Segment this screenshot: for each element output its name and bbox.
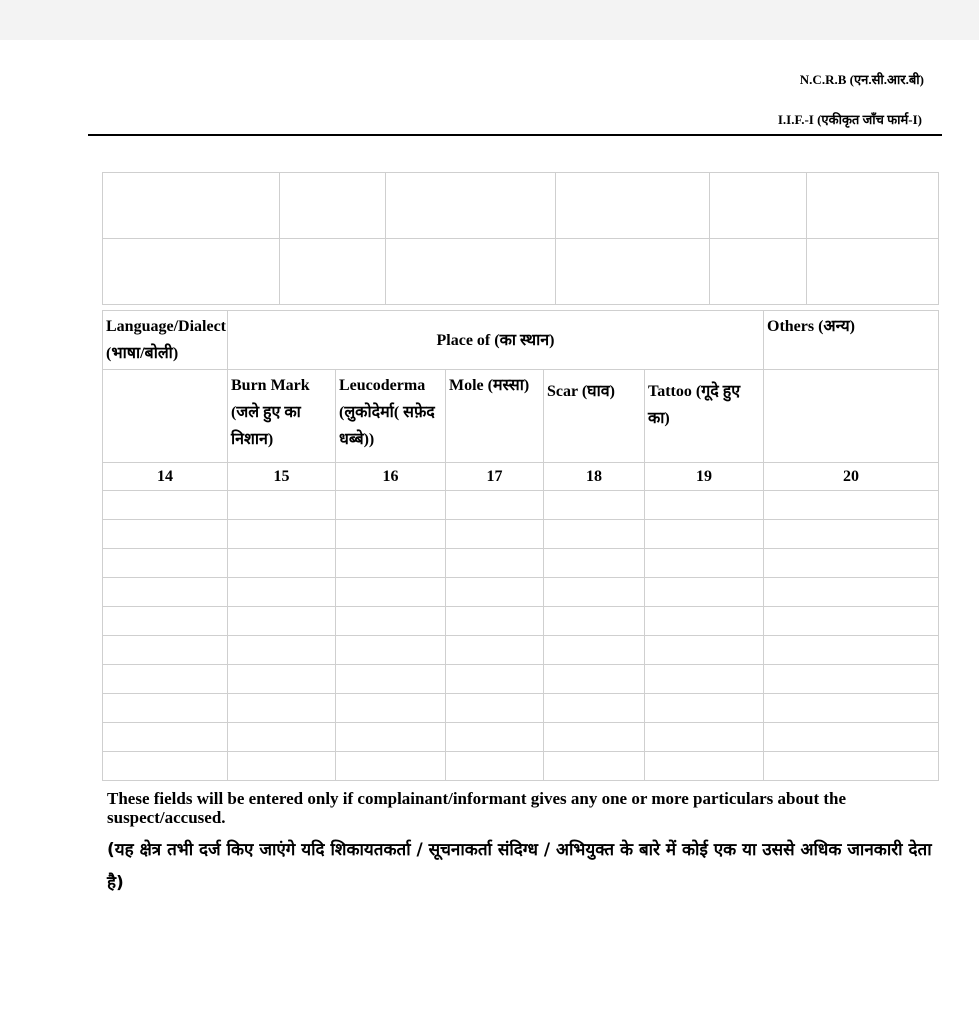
viewer-top-bar bbox=[0, 0, 979, 40]
entry-cell[interactable] bbox=[336, 607, 446, 636]
col-number: 20 bbox=[764, 463, 939, 491]
entry-cell[interactable] bbox=[544, 549, 645, 578]
subheader-row bbox=[103, 370, 939, 463]
entry-cell[interactable] bbox=[764, 694, 939, 723]
note-english: These fields will be entered only if complainant/informant gives any one or more particulars about the suspect/accused. bbox=[107, 789, 847, 827]
entry-cell[interactable] bbox=[645, 694, 764, 723]
entry-cell[interactable] bbox=[228, 694, 336, 723]
col-number: 17 bbox=[446, 463, 544, 491]
entry-cell[interactable] bbox=[336, 491, 446, 520]
entry-cell[interactable] bbox=[103, 636, 228, 665]
table-row bbox=[103, 239, 939, 305]
entry-cell[interactable] bbox=[446, 520, 544, 549]
entry-cell[interactable] bbox=[103, 607, 228, 636]
entry-cell[interactable] bbox=[336, 694, 446, 723]
burn-mark-header: Burn Mark (जले हुए का निशान) bbox=[228, 370, 336, 463]
header-divider bbox=[88, 134, 942, 136]
blank-cell[interactable] bbox=[386, 239, 556, 305]
blank-cell[interactable] bbox=[556, 173, 710, 239]
entry-cell[interactable] bbox=[228, 520, 336, 549]
entry-cell[interactable] bbox=[336, 752, 446, 781]
col-number: 19 bbox=[645, 463, 764, 491]
entry-cell[interactable] bbox=[645, 752, 764, 781]
leucoderma-header: Leucoderma (लुकोदेर्मा( सफ़ेद धब्बे)) bbox=[336, 370, 446, 463]
col-number: 15 bbox=[228, 463, 336, 491]
entry-cell[interactable] bbox=[336, 636, 446, 665]
entry-cell[interactable] bbox=[645, 723, 764, 752]
entry-cell[interactable] bbox=[228, 549, 336, 578]
entry-cell[interactable] bbox=[336, 520, 446, 549]
entry-cell[interactable] bbox=[336, 549, 446, 578]
column-number-row bbox=[103, 463, 939, 491]
entry-cell[interactable] bbox=[228, 636, 336, 665]
entry-cell[interactable] bbox=[103, 578, 228, 607]
entry-cell[interactable] bbox=[446, 491, 544, 520]
entry-cell[interactable] bbox=[645, 665, 764, 694]
blank-cell[interactable] bbox=[807, 173, 939, 239]
entry-cell[interactable] bbox=[336, 723, 446, 752]
entry-cell[interactable] bbox=[446, 549, 544, 578]
entry-cell[interactable] bbox=[544, 694, 645, 723]
col-number: 14 bbox=[103, 463, 228, 491]
language-header: Language/Dialect (भाषा/बोली) bbox=[103, 311, 228, 370]
entry-cell[interactable] bbox=[544, 636, 645, 665]
entry-cell[interactable] bbox=[446, 607, 544, 636]
entry-cell[interactable] bbox=[103, 549, 228, 578]
blank-cell bbox=[764, 370, 939, 463]
mole-header: Mole (मस्सा) bbox=[446, 370, 544, 463]
entry-cell[interactable] bbox=[764, 607, 939, 636]
entry-cell[interactable] bbox=[764, 723, 939, 752]
tattoo-header: Tattoo (गूदे हुए का) bbox=[645, 370, 764, 463]
entry-cell[interactable] bbox=[446, 694, 544, 723]
particulars-table bbox=[102, 310, 939, 781]
entry-cell[interactable] bbox=[228, 752, 336, 781]
blank-cell[interactable] bbox=[386, 173, 556, 239]
blank-cell[interactable] bbox=[807, 239, 939, 305]
entry-cell[interactable] bbox=[645, 636, 764, 665]
entry-cell[interactable] bbox=[764, 752, 939, 781]
entry-cell[interactable] bbox=[544, 520, 645, 549]
entry-cell[interactable] bbox=[446, 723, 544, 752]
entry-cell[interactable] bbox=[544, 491, 645, 520]
entry-cell[interactable] bbox=[228, 578, 336, 607]
col-number: 18 bbox=[544, 463, 645, 491]
entry-cell[interactable] bbox=[446, 665, 544, 694]
entry-cell[interactable] bbox=[228, 607, 336, 636]
blank-cell[interactable] bbox=[280, 239, 386, 305]
entry-cell[interactable] bbox=[103, 694, 228, 723]
table-row bbox=[103, 520, 939, 549]
blank-cell bbox=[103, 370, 228, 463]
entry-cell[interactable] bbox=[764, 549, 939, 578]
entry-cell[interactable] bbox=[228, 665, 336, 694]
place-header: Place of (का स्थान) bbox=[228, 311, 764, 370]
org-header: N.C.R.B (एन.सी.आर.बी) bbox=[799, 72, 924, 87]
entry-cell[interactable] bbox=[764, 578, 939, 607]
table-row bbox=[103, 694, 939, 723]
table-row bbox=[103, 723, 939, 752]
blank-cell[interactable] bbox=[103, 239, 280, 305]
table-row bbox=[103, 636, 939, 665]
blank-cell[interactable] bbox=[103, 173, 280, 239]
scar-header: Scar (घाव) bbox=[544, 370, 645, 463]
blank-cell[interactable] bbox=[280, 173, 386, 239]
blank-cell[interactable] bbox=[556, 239, 710, 305]
entry-cell[interactable] bbox=[446, 578, 544, 607]
entry-cell[interactable] bbox=[645, 520, 764, 549]
entry-cell[interactable] bbox=[645, 578, 764, 607]
entry-cell[interactable] bbox=[764, 520, 939, 549]
entry-cell[interactable] bbox=[336, 665, 446, 694]
entry-cell[interactable] bbox=[764, 491, 939, 520]
entry-cell[interactable] bbox=[103, 491, 228, 520]
col-number: 16 bbox=[336, 463, 446, 491]
entry-cell[interactable] bbox=[103, 520, 228, 549]
entry-cell[interactable] bbox=[228, 491, 336, 520]
blank-cell[interactable] bbox=[710, 173, 807, 239]
others-header: Others (अन्य) bbox=[764, 311, 939, 370]
table-row bbox=[103, 752, 939, 781]
table-row bbox=[103, 491, 939, 520]
entry-cell[interactable] bbox=[544, 723, 645, 752]
entry-cell[interactable] bbox=[103, 752, 228, 781]
form-header: I.I.F.-I (एकीकृत जाँच फार्म-I) bbox=[777, 112, 922, 127]
entry-cell[interactable] bbox=[103, 665, 228, 694]
entry-cell[interactable] bbox=[544, 607, 645, 636]
entry-cell[interactable] bbox=[336, 578, 446, 607]
entry-cell[interactable] bbox=[544, 578, 645, 607]
entry-cell[interactable] bbox=[446, 752, 544, 781]
table-row bbox=[103, 607, 939, 636]
entry-cell[interactable] bbox=[103, 723, 228, 752]
entry-cell[interactable] bbox=[544, 752, 645, 781]
entry-cell[interactable] bbox=[645, 607, 764, 636]
blank-cell[interactable] bbox=[710, 239, 807, 305]
table-row bbox=[103, 549, 939, 578]
entry-cell[interactable] bbox=[764, 665, 939, 694]
header-row bbox=[103, 311, 939, 370]
table-row bbox=[103, 578, 939, 607]
entry-cell[interactable] bbox=[764, 636, 939, 665]
entry-cell[interactable] bbox=[228, 723, 336, 752]
note-hindi: (यह क्षेत्र तभी दर्ज किए जाएंगे यदि शिकायतकर्ता / सूचनाकर्ता संदिग्ध / अभियुक्त के बारे में कोई एक या उससे अधिक जानकारी देता है) bbox=[107, 840, 932, 893]
table-row bbox=[103, 173, 939, 239]
top-blank-table bbox=[102, 172, 939, 305]
entry-cell[interactable] bbox=[544, 665, 645, 694]
table-row bbox=[103, 665, 939, 694]
entry-cell[interactable] bbox=[645, 549, 764, 578]
entry-cell[interactable] bbox=[446, 636, 544, 665]
entry-cell[interactable] bbox=[645, 491, 764, 520]
